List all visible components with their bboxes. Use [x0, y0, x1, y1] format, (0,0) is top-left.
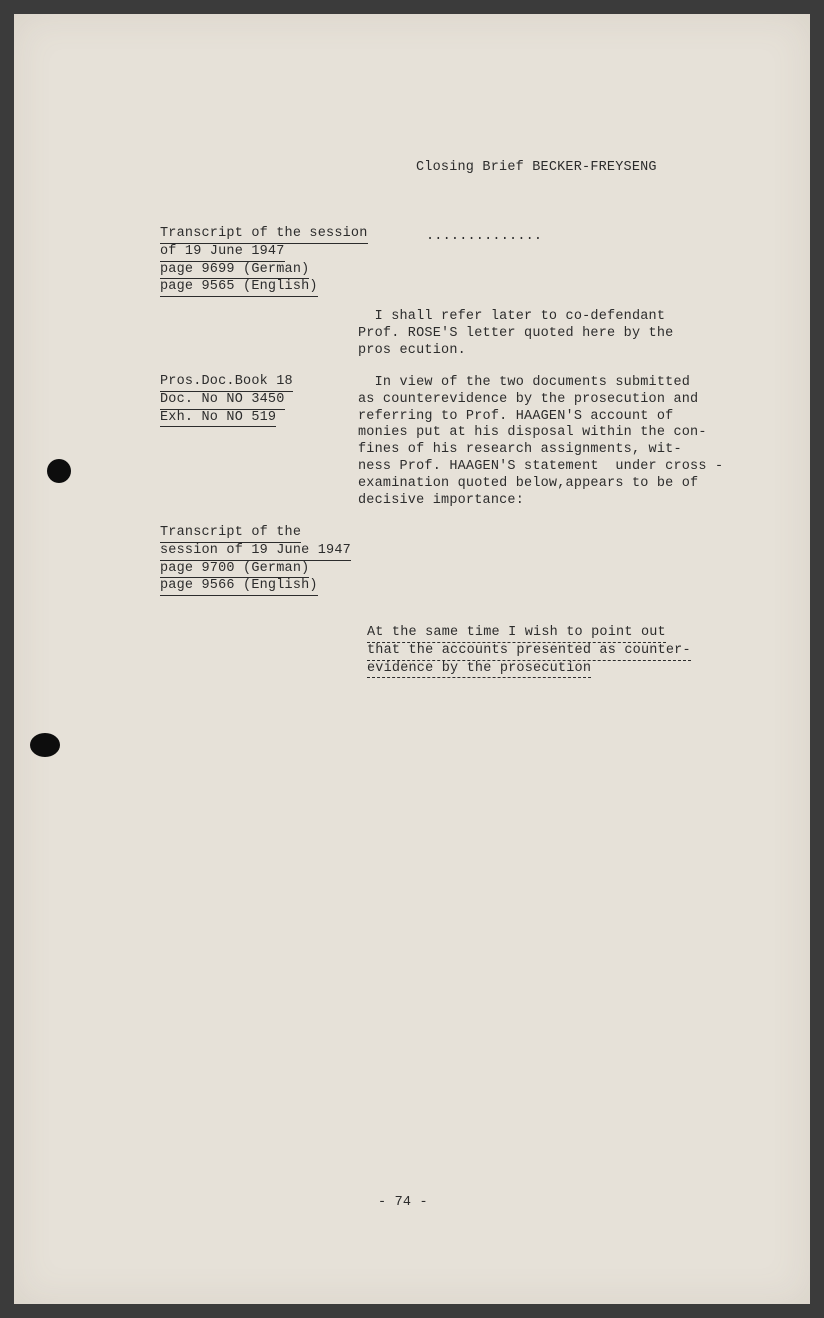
reference-pros-doc [160, 374, 293, 427]
ref-line: Pros.Doc.Book 18 [160, 374, 293, 392]
ref-line: page 9700 (German) [160, 561, 309, 579]
ref-line: page 9566 (English) [160, 578, 318, 596]
text-line: that the accounts presented as counter- [367, 643, 691, 661]
text-line: pros ecution. [358, 342, 466, 358]
text-line: fines of his research assignments, wit- [358, 442, 682, 458]
ref-line: Exh. No NO 519 [160, 410, 276, 428]
paragraph-rose-letter [358, 309, 673, 359]
ref-line: Doc. No NO 3450 [160, 392, 285, 410]
punch-hole-top [47, 459, 71, 483]
text-line: as counterevidence by the prosecution and [358, 391, 699, 407]
text-line: In view of the two documents submitted [358, 375, 691, 390]
text-line: At the same time I wish to point out [367, 625, 666, 643]
ref-line: session of 19 June 1947 [160, 543, 351, 561]
ref-line: Transcript of the session [160, 226, 368, 244]
text-line: monies put at his disposal within the con- [358, 425, 707, 441]
reference-transcript-2 [160, 525, 351, 596]
ref-line: Transcript of the [160, 525, 301, 543]
ref-line: page 9565 (English) [160, 279, 318, 297]
ref-line: of 19 June 1947 [160, 244, 285, 262]
text-line: ness Prof. HAAGEN'S statement under cross - [358, 458, 724, 474]
paragraph-accounts [367, 625, 691, 678]
text-line: examination quoted below,appears to be of [358, 475, 699, 491]
ellipsis-dots: .............. [426, 229, 543, 244]
closing-brief-title: Closing Brief BECKER-FREYSENG [416, 160, 657, 175]
text-line: I shall refer later to co-defendant [358, 309, 666, 324]
ref-line: page 9699 (German) [160, 262, 309, 280]
page-number: - 74 - [378, 1195, 428, 1210]
text-line: referring to Prof. HAAGEN'S account of [358, 408, 674, 424]
text-line: decisive importance: [358, 492, 525, 508]
text-line: Prof. ROSE'S letter quoted here by the [358, 325, 674, 341]
document-page [14, 14, 810, 1304]
punch-hole-bottom [30, 733, 60, 757]
reference-transcript-1 [160, 226, 368, 297]
paragraph-haagen-statement [358, 375, 723, 509]
text-line: evidence by the prosecution [367, 661, 591, 679]
